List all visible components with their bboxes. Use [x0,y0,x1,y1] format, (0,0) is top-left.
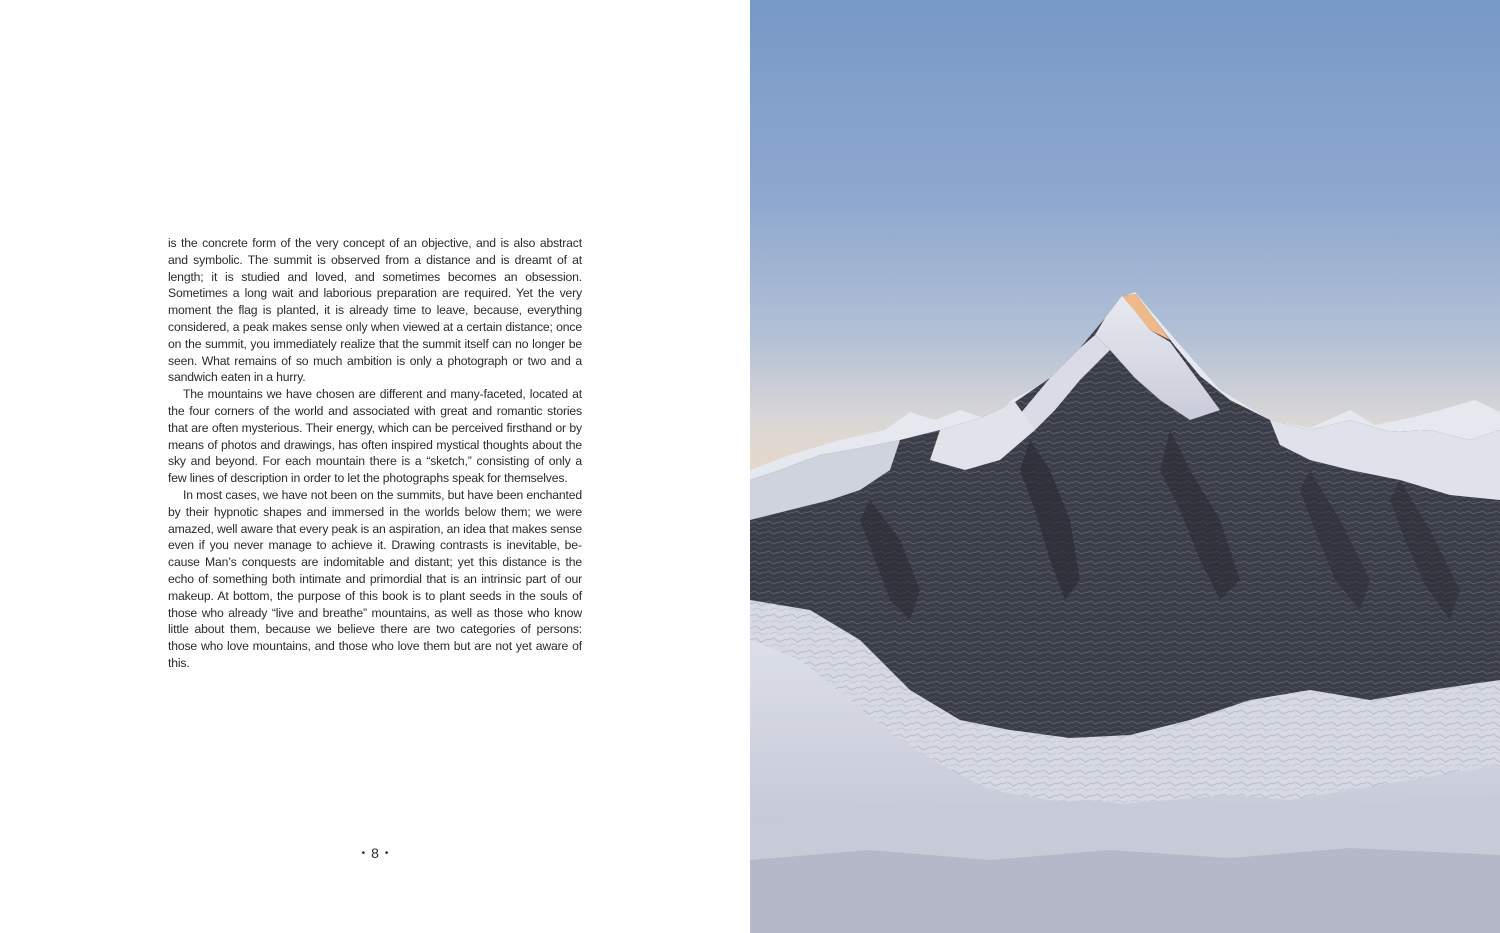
folio-dot-right: • [384,848,389,859]
body-text [168,235,582,672]
page-number [0,845,750,861]
paragraph-2: The mountains we have chosen are different and many-faceted, located at the four corners of the world and associated with great and romantic stories that are often mysterious. Their energy, which can be perceived firsthand or by means of photos and drawings, has often inspired mystical thoughts about the sky and beyond. For each mountain there is a “sketch,” consisting of only a few lines of description in order to let the photographs speak for themselves. [168,387,582,486]
page-number-value: 8 [371,845,379,861]
paragraph-3: In most cases, we have not been on the summits, but have been enchanted by their hypnotic shapes and immersed in the worlds below them; we were amazed, well aware that every peak is an aspiration, an idea that makes sense even if you never manage to achieve it. Drawing contrasts is inevitable, because Man’s conquests are indomitable and distant; yet this distance is the echo of something both intimate and primordial that is an intrinsic part of our makeup. At bottom, the purpose of this book is to plant seeds in the souls of those who already “live and breathe” mountains, as well as those who know little about them, because we believe there are two categories of persons: those who love mountains, and those who love them but are not yet aware of this. [168,487,582,670]
folio-dot-left: • [361,848,366,859]
mountain-photo [750,0,1500,933]
paragraph-1: is the concrete form of the very concept of an objective, and is also abstract and symbolic. The summit is observed from a distance and is dreamt of at length; it is studied and loved, and sometimes becomes an obsession. Sometimes a long wait and laborious preparation are required. Yet the very moment the flag is planted, it is already time to leave, because, everything considered, a peak makes sense only when viewed at a certain distance; once on the summit, you immediately realize that the summit itself can no longer be seen. What remains of so much ambition is only a photograph or two and a sandwich eaten in a hurry. [168,236,582,385]
mountain-photo-illustration [750,0,1500,933]
